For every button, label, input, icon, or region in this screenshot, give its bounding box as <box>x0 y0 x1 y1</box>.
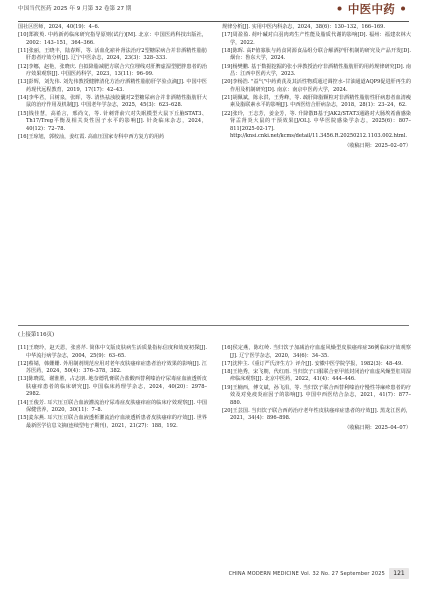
received-date: （收稿日期：2025–04–07） <box>344 424 411 431</box>
reference-item: [17]沈仲主.《重订严氏济生方》评介[J]. 安徽中医学院学报，1982(3)：48–49. <box>222 360 403 367</box>
reference-item: [22]张玲，王志芳，姜金芳，等. 升降散B基于JAK2/STAT3通路对大肠埃希菌感染肾盂肾炎大鼠的干预效果[J/OL]. 中华医院感染学杂志，2025(6)：807–811[2025-02-17]. http://knsi.cnki.net/kcms/detail/11.3456.R.20250212.1103.002.html. <box>222 110 411 140</box>
reference-item: [11]张丽，王晓丰，陆春辉，等. 活血化瘀补肾法治疗2型糖尿病合并非酒精性脂肪肝患者疗效分析[J]. 辽宁中医杂志，2024，23(3)：328–333. <box>18 47 207 62</box>
reference-item: 规律分析[J]. 实用中医内科杂志，2024，38(6)：130–132，166–169. <box>222 24 386 30</box>
reference-item: [13]彭辉，刘先伟. 刘先伟教授健脾清化方治疗酒精性脂肪肝学验点滴[J]. 中国中医药现代远程教育，2019，17(17)：42–43. <box>18 79 207 93</box>
reference-item: [18]王艳秀，宋飞朝，代红雨. 当归饮子口服联合亚甲蓝封闭治疗血虚风燥型肛周湿疹临床观察[J]. 北京中医药，2022，41(4)：444–446. <box>222 368 411 383</box>
journal-issue-line: 中国当代医药 2025 年 9 月第 32 卷第 27 期 <box>18 6 132 12</box>
reference-item: [15]麦东燕. 耳穴压豆联合血液透析灌流治疗血液透析患者皮肤瘙痒的疗效[J]. 世界最新医学信息文摘(连续型电子期刊)，2021，21(27)：188，192. <box>18 415 207 429</box>
references-top-right-column <box>222 24 411 150</box>
reference-item: [12]蔡婧，韩姗姗. 外用制剂规范应用对老年皮肤瘙痒症患者治疗效果的影响[J]. 江苏医药，2024，50(4)：376–378，382. <box>18 360 207 375</box>
reference-item: [21]胡佩斌，陈永洪，王秀峰，等. 疏肝降脂颗粒对非酒精性脂肪性肝病患者血清瘦素及脂联素水平的影响[J]. 中西医结合肝病杂志，2018，28(1)：23–24，62. <box>222 94 411 109</box>
reference-item: [17]周盈盈. 荷叶碱对白羽肉鸡生产性能及脂质代谢的影响[D]. 福州：福建农林大学，2022. <box>222 32 411 46</box>
page-number: 121 <box>389 568 409 579</box>
reference-item: [12]李娜，赵艳，张晓庆. 自拟降脂减肥方联合穴位埋线对肝脾虚湿型肥胖患者的治疗效果观察[J]. 中国医药科学，2023，13(11)：96–99. <box>18 63 207 78</box>
header-rule <box>18 21 409 22</box>
reference-item: [16]王琼旭，郭校汕，姜红霞. 高血压国家专科中西方复方的用药 <box>18 133 165 140</box>
reference-item: [15]钱佳慧，高希言，邢尚文，等. 针刺背俞穴对失眠模型大鼠下丘脑STAT3、Th17/Treg平衡及相关炎性因子水平的影响[J]. 针灸临床杂志，2024，40(12)：72–78. <box>18 110 207 132</box>
references-bottom-left-column <box>18 345 207 431</box>
page-footer <box>0 565 427 581</box>
reference-item: [13]陈晓霞，谢淮胜，占志朋. 地奈德乳膏联合盐酸西替利嗪治疗尿毒症血液透析皮肤瘙痒患者的临床研究[J]. 中国临床药理学杂志，2024，40(20)：2978–2982. <box>18 376 207 398</box>
reference-item: [19]王楠西，傅文斌，孙飞涓，等. 当归饮子联合西替利嗪治疗慢性荨麻疹患者的疗效及对免疫炎症因子的影响[J]. 中国中西医结合杂志，2021，41(7)：877–880. <box>222 384 411 406</box>
journal-english-line: CHINA MODERN MEDICINE Vol. 32 No. 27 September 2025 <box>228 571 385 577</box>
continued-from-note: (上接第116页) <box>18 332 55 338</box>
section-brand-title: • 中医中药 • <box>335 2 407 16</box>
reference-item: [18]陈晖. 高F值寡肽与药食同源食品组分联合解酒护肝机制的研究及产品开发[D]. 烟台：鲁东大学，2024. <box>222 47 411 62</box>
page-header <box>0 0 427 18</box>
section-divider <box>18 325 409 326</box>
reference-item: [20]王芸国. 当归饮子联合西药治疗老年性皮肤瘙痒症患者的疗效[J]. 黑龙江医药，2021，34(4)：896–898. <box>222 407 411 422</box>
reference-item: [16]侯定燕，陈红岭. 当归饮子加减治疗血虚风燥型皮肤瘙痒症36例临床疗效观察[J]. 辽宁医学杂志，2020，34(6)：34–35. <box>222 345 411 359</box>
reference-item: [10]郑筱萸. 中药新药临床研究指导原则(试行)[M]. 北京：中国医药科技出版社，2002：143–151，364–366. <box>18 32 207 46</box>
reference-item: 国社区医师，2024，40(19)：4–6. <box>18 24 100 30</box>
references-bottom-right-column <box>222 345 411 432</box>
reference-item: [11]王晓玲，赵天恩，张喜芹. 简体中文版皮肤病生活质量指标信度和效度初探[J]. 中华流行病学杂志，2004，25(9)：63–65. <box>18 345 207 359</box>
reference-item: [20]李杨浩. "益气"中药黄芪及其活性物质通过调控水–甘油通道AQP9促进肝再生的作用及机制研究[D]. 南京：南京中医药大学，2024. <box>222 79 411 93</box>
reference-item: [19]杨樊鹏. 基于数据挖掘的张小萍教授治疗非酒精性脂肪肝的用药规律研究[D]. 南昌：江西中医药大学，2023. <box>222 63 411 78</box>
reference-item: [14]李华君，吕树泉，张晖，等. 清热祛浊胶囊对2型糖尿病合并非酒精性脂肪肝大鼠的治疗作用及机制[J]. 中国老年学杂志，2025，45(3)：623–628. <box>18 94 207 109</box>
references-top-left-column <box>18 24 207 142</box>
received-date: （收稿日期：2025–02–07） <box>344 142 411 149</box>
reference-item: [14]王俊芳. 耳穴压豆联合血液灌流治疗尿毒症皮肤瘙痒症的临床疗效观察[J]. 中国保健营养，2020，30(11)：7–8. <box>18 399 207 414</box>
